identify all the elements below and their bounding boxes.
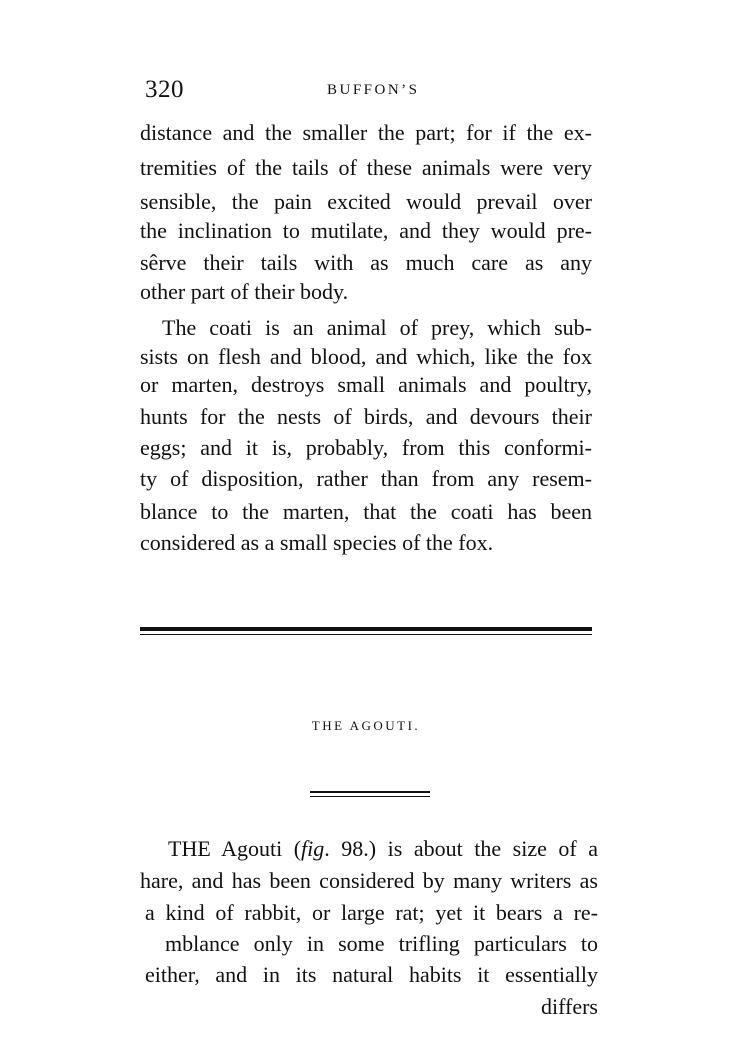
running-head: BUFFON’S <box>327 82 420 98</box>
text-line: hunts for the nests of birds, and devours their <box>140 404 592 429</box>
section-divider-thick <box>140 627 592 631</box>
text-line <box>168 834 598 864</box>
text-line: sêrve their tails with as much care as any <box>140 250 592 275</box>
text-line: the inclination to mutilate, and they would pre- <box>140 218 592 243</box>
title-rule-thick <box>310 791 430 793</box>
text-line: considered as a small species of the fox. <box>140 530 494 555</box>
catchword: differs <box>540 994 598 1019</box>
section-divider-thin <box>140 634 592 635</box>
text-line: distance and the smaller the part; for if the ex- <box>140 120 592 145</box>
text-line: a kind of rabbit, or large rat; yet it bears a re- <box>145 900 598 925</box>
text-line: or marten, destroys small animals and poultry, <box>140 372 592 397</box>
text-run: . 98.) is about the size of a <box>324 836 598 861</box>
figure-reference: fig <box>301 836 325 861</box>
text-line: hare, and has been considered by many writers as <box>140 868 598 893</box>
text-run: THE Agouti ( <box>168 836 302 861</box>
text-line: The coati is an animal of prey, which sub- <box>162 315 592 340</box>
title-rule-thin <box>310 796 430 797</box>
text-line: mblance only in some trifling particulars to <box>165 931 598 956</box>
text-line: either, and in its natural habits it essentially <box>145 962 598 987</box>
text-line: blance to the marten, that the coati has been <box>140 499 592 524</box>
text-line: other part of their body. <box>140 279 349 304</box>
text-line: sists on flesh and blood, and which, like the fox <box>140 344 592 369</box>
text-line: sensible, the pain excited would prevail over <box>140 189 592 214</box>
section-title: THE AGOUTI. <box>311 718 421 733</box>
page-number: 320 <box>145 76 184 103</box>
text-line: tremities of the tails of these animals were very <box>140 155 592 180</box>
text-line: eggs; and it is, probably, from this conformi- <box>140 435 592 460</box>
text-line: ty of disposition, rather than from any resem- <box>140 466 592 491</box>
